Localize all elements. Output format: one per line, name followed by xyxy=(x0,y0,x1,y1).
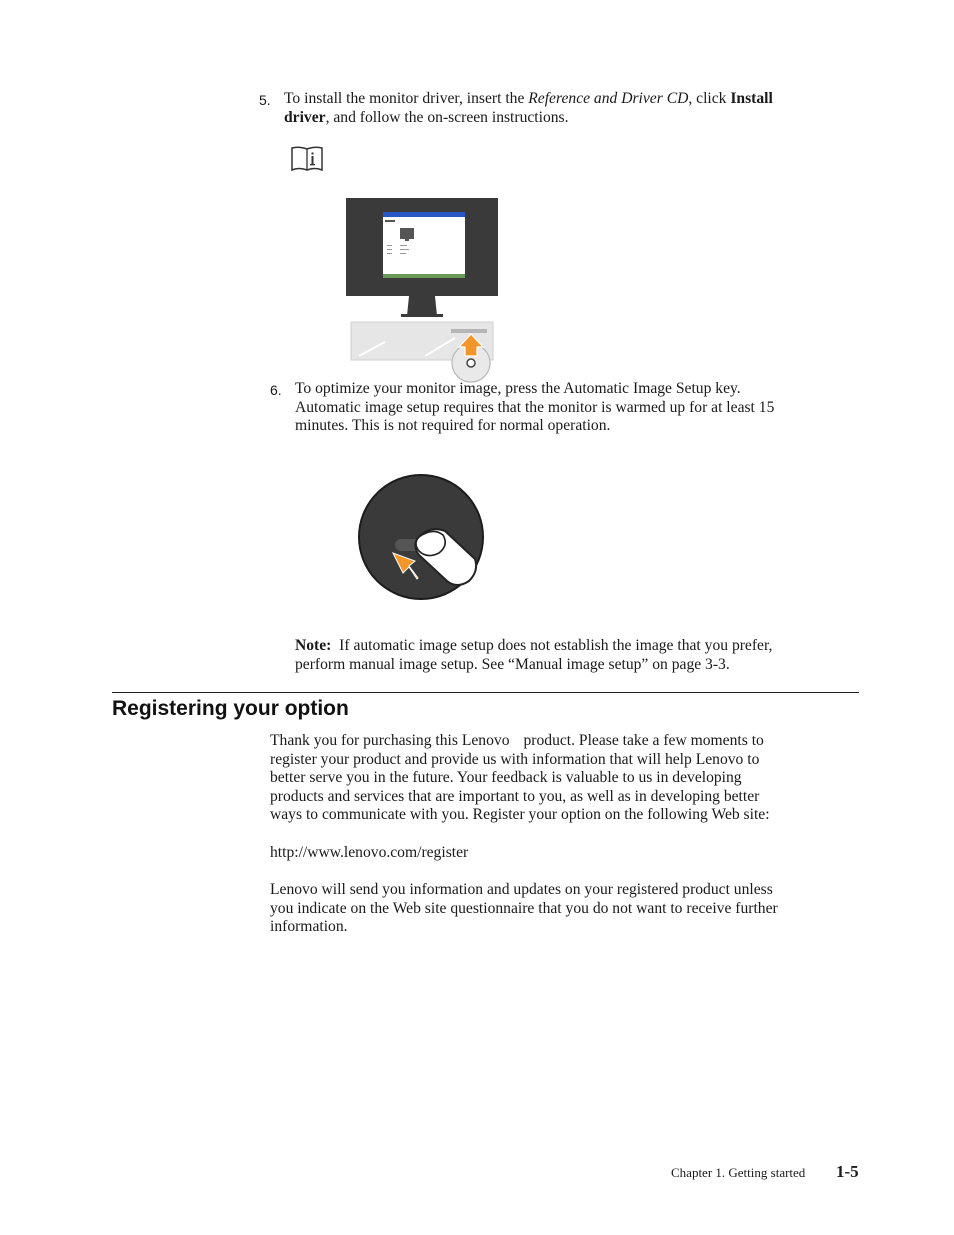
step-5-number: 5. xyxy=(259,92,271,108)
info-book-icon xyxy=(290,145,324,172)
paragraph-line: better serve you in the future. Your feedback is valuable to us in developing xyxy=(270,769,742,787)
registration-paragraph xyxy=(270,732,860,825)
paragraph-line: product. Please take a few moments to xyxy=(523,732,764,749)
step-6-number: 6. xyxy=(270,382,282,398)
driver-bold: driver xyxy=(284,108,326,126)
step-6-line: To optimize your monitor image, press the Automatic Image Setup key. xyxy=(295,380,741,397)
step-5-text-part: , click xyxy=(688,90,731,107)
step-5-text xyxy=(284,90,844,127)
monitor-driver-install-illustration xyxy=(345,196,500,384)
step-6-line: minutes. This is not required for normal operation. xyxy=(295,417,611,435)
paragraph-line: information. xyxy=(270,918,348,936)
note-line: If automatic image setup does not establish the image that you prefer, xyxy=(339,637,773,654)
paragraph-line: ways to communicate with you. Register your option on the following Web site: xyxy=(270,806,770,824)
page-number: 1-5 xyxy=(836,1162,859,1181)
step-5-text-part: , and follow the on-screen instructions. xyxy=(325,108,569,126)
paragraph-line: Lenovo will send you information and updates on your registered product unless xyxy=(270,881,773,898)
note-label: Note: xyxy=(295,637,332,654)
paragraph-line: you indicate on the Web site questionnaire that you do not want to receive further xyxy=(270,899,778,917)
step-5-text-part: To install the monitor driver, insert the xyxy=(284,90,529,107)
install-bold: Install xyxy=(730,90,773,107)
section-heading: Registering your option xyxy=(112,697,349,720)
paragraph-line: products and services that are important to you, as well as in developing better xyxy=(270,787,760,805)
updates-paragraph xyxy=(270,881,860,937)
paragraph-line: Thank you for purchasing this Lenovo xyxy=(270,732,510,749)
registration-url[interactable]: http://www.lenovo.com/register xyxy=(270,844,469,861)
note-line: perform manual image setup. See “Manual image setup” on page 3-3. xyxy=(295,655,730,673)
step-6-text xyxy=(295,380,855,436)
paragraph-line: register your product and provide us with information that will help Lenovo to xyxy=(270,750,760,768)
section-divider xyxy=(112,692,859,693)
step-6-line: Automatic image setup requires that the monitor is warmed up for at least 15 xyxy=(295,398,775,416)
note xyxy=(295,637,855,674)
cd-name: Reference and Driver CD xyxy=(528,90,689,107)
footer-chapter: Chapter 1. Getting started xyxy=(671,1165,806,1180)
auto-image-setup-key-illustration xyxy=(357,473,485,601)
